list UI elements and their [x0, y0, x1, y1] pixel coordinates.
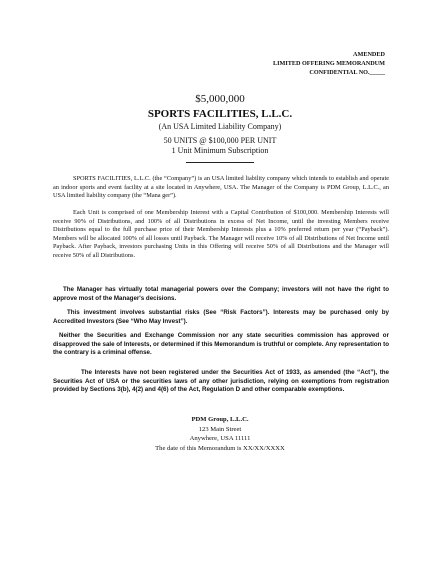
title-divider — [186, 162, 254, 163]
footer-street: 123 Main Street — [198, 425, 242, 433]
sec-disclaimer-paragraph: Neither the Securities and Exchange Commission nor any state securities commission has approved or disapproved the sale of Interests, or determined if this Memorandum is truthful or complete. Any representation to the contrary is a criminal offense. — [53, 332, 390, 357]
footer-date: The date of this Memorandum is XX/XX/XXXX — [155, 444, 285, 452]
risk-paragraph: This investment involves substantial risks (See “Risk Factors”). Interests may be purchased only by Accredited Investors (See “Who May Invest”). — [53, 309, 389, 325]
minimum-line: 1 Unit Minimum Subscription — [171, 145, 269, 155]
amended-label: AMENDED — [353, 51, 385, 58]
company-name: SPORTS FACILITIES, L.L.C. — [147, 108, 293, 120]
offering-amount: $5,000,000 — [195, 93, 245, 105]
company-subtitle: (An USA Limited Liability Company) — [158, 122, 282, 131]
unit-pricing — [0, 136, 440, 155]
footer-city: Anywhere, USA 11111 — [189, 435, 251, 443]
document-header — [273, 50, 385, 77]
intro-paragraph: SPORTS FACILITIES, L.L.C. (the “Company”) is an USA limited liability company which intends to establish and operate an indoor sports and event facility at a site located in Anywhere, USA. The Manager of the Company is PDM Group, L.L.C., an USA limited liability company (the “Mana ger”). — [53, 175, 389, 200]
confidential-number: CONFIDENTIAL NO._____ — [309, 69, 385, 76]
units-line: 50 UNITS @ $100,000 PER UNIT — [163, 136, 277, 145]
manager-powers-paragraph: The Manager has virtually total managerial powers over the Company; investors will not have the right to approve most of the Manager's decisions. — [53, 286, 389, 302]
memorandum-label: LIMITED OFFERING MEMORANDUM — [272, 60, 385, 67]
document-footer — [0, 415, 440, 453]
registration-paragraph: The Interests have not been registered under the Securities Act of 1933, as amended (the “Act”), the Securities Act of USA or the securities laws of any other jurisdiction, relying on exemptions from registration provided by Sections 3(b), 4(2) and 4(6) of the Act, Regulation D and other comparable exemptions. — [53, 369, 389, 394]
units-paragraph: Each Unit is comprised of one Membership Interest with a Capital Contribution of $100,000. Membership Interests will receive 90% of Distributions, and 100% of all Distributions in excess of Net Income, until the investing Members receive Distributions equal to the full purchase price of their Membership Interests plus a 10% preferred return per year (“Payback”). Members will be allocated 100% of all losses until Payback. The Manager will receive 10% of all Distributions of Net Income until Payback. After Payback, investors purchasing Units in this Offering will receive 50% of all Distributions and the Manager will receive 50% of all Distributions. — [53, 209, 389, 259]
footer-company: PDM Group, L.L.C. — [191, 416, 249, 423]
